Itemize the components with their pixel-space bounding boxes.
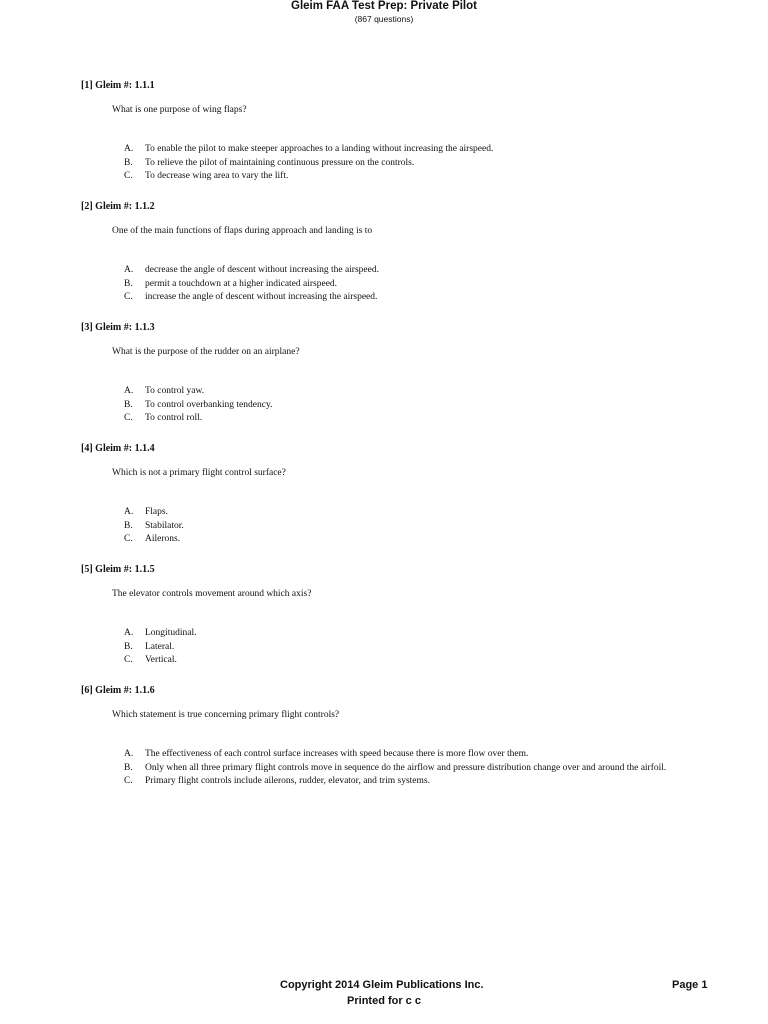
question-heading: [3] Gleim #: 1.1.3: [81, 322, 155, 333]
option-letter: A.: [124, 749, 134, 759]
option-text: Lateral.: [145, 641, 175, 652]
question-heading: [6] Gleim #: 1.1.6: [81, 685, 155, 696]
option-text: decrease the angle of descent without increasing the airspeed.: [145, 265, 379, 275]
option-letter: B.: [124, 520, 133, 531]
answer-options: [124, 627, 694, 668]
option-letter: A.: [124, 265, 134, 275]
option-letter: C.: [124, 171, 133, 181]
option-text: To control yaw.: [145, 386, 205, 396]
answer-option: [124, 278, 694, 292]
answer-option: [124, 157, 694, 171]
option-letter: B.: [124, 762, 133, 773]
option-text: To relieve the pilot of maintaining continuous pressure on the controls.: [145, 157, 415, 168]
answer-option: [124, 385, 694, 399]
answer-options: [124, 264, 694, 305]
question-text: One of the main functions of flaps during approach and landing is to: [112, 226, 373, 236]
option-text: Only when all three primary flight controls move in sequence do the airflow and pressure distribution change over and around the airfoil.: [145, 762, 667, 773]
question-heading: [2] Gleim #: 1.1.2: [81, 201, 155, 212]
option-text: Longitudinal.: [145, 628, 197, 638]
answer-options: [124, 506, 694, 547]
answer-option: [124, 762, 694, 776]
option-text: To control overbanking tendency.: [145, 399, 273, 410]
option-text: To enable the pilot to make steeper approaches to a landing without increasing the airspeed.: [145, 144, 494, 154]
answer-option: [124, 627, 694, 641]
page-number: Page 1: [672, 979, 708, 991]
option-letter: A.: [124, 386, 134, 396]
option-letter: B.: [124, 399, 133, 410]
option-text: Primary flight controls include ailerons, rudder, elevator, and trim systems.: [145, 776, 430, 786]
answer-option: [124, 399, 694, 413]
answer-options: [124, 143, 694, 184]
option-letter: B.: [124, 278, 133, 289]
option-letter: B.: [124, 641, 133, 652]
answer-option: [124, 641, 694, 655]
option-letter: A.: [124, 144, 134, 154]
option-letter: C.: [124, 413, 133, 423]
question-text: The elevator controls movement around which axis?: [112, 589, 312, 599]
answer-option: [124, 412, 694, 426]
option-text: permit a touchdown at a higher indicated airspeed.: [145, 278, 338, 289]
option-text: The effectiveness of each control surface increases with speed because there is more flow over them.: [145, 749, 529, 759]
question-text: Which is not a primary flight control surface?: [112, 468, 286, 478]
option-text: Stabilator.: [145, 520, 184, 531]
option-text: To control roll.: [145, 413, 203, 423]
answer-option: [124, 170, 694, 184]
option-letter: A.: [124, 628, 134, 638]
answer-option: [124, 143, 694, 157]
question-text: What is one purpose of wing flaps?: [112, 105, 247, 115]
printed-for: Printed for c c: [347, 995, 421, 1007]
copyright-notice: Copyright 2014 Gleim Publications Inc.: [280, 979, 484, 991]
option-text: Vertical.: [145, 655, 177, 665]
answer-option: [124, 654, 694, 668]
answer-option: [124, 748, 694, 762]
option-letter: C.: [124, 292, 133, 302]
answer-option: [124, 520, 694, 534]
option-text: To decrease wing area to vary the lift.: [145, 171, 289, 181]
option-letter: B.: [124, 157, 133, 168]
answer-options: [124, 385, 694, 426]
document-title: Gleim FAA Test Prep: Private Pilot: [291, 0, 477, 12]
option-letter: C.: [124, 534, 133, 544]
question-text: Which statement is true concerning primary flight controls?: [112, 710, 340, 720]
option-text: Flaps.: [145, 507, 168, 517]
answer-option: [124, 775, 694, 789]
answer-option: [124, 291, 694, 305]
option-text: increase the angle of descent without increasing the airspeed.: [145, 292, 378, 302]
answer-options: [124, 748, 694, 789]
question-text: What is the purpose of the rudder on an airplane?: [112, 347, 300, 357]
question-heading: [4] Gleim #: 1.1.4: [81, 443, 155, 454]
question-heading: [5] Gleim #: 1.1.5: [81, 564, 155, 575]
option-letter: C.: [124, 655, 133, 665]
option-text: Ailerons.: [145, 534, 181, 544]
option-letter: C.: [124, 776, 133, 786]
answer-option: [124, 533, 694, 547]
question-heading: [1] Gleim #: 1.1.1: [81, 80, 155, 91]
answer-option: [124, 506, 694, 520]
question-count: (867 questions): [354, 14, 414, 24]
option-letter: A.: [124, 507, 134, 517]
answer-option: [124, 264, 694, 278]
